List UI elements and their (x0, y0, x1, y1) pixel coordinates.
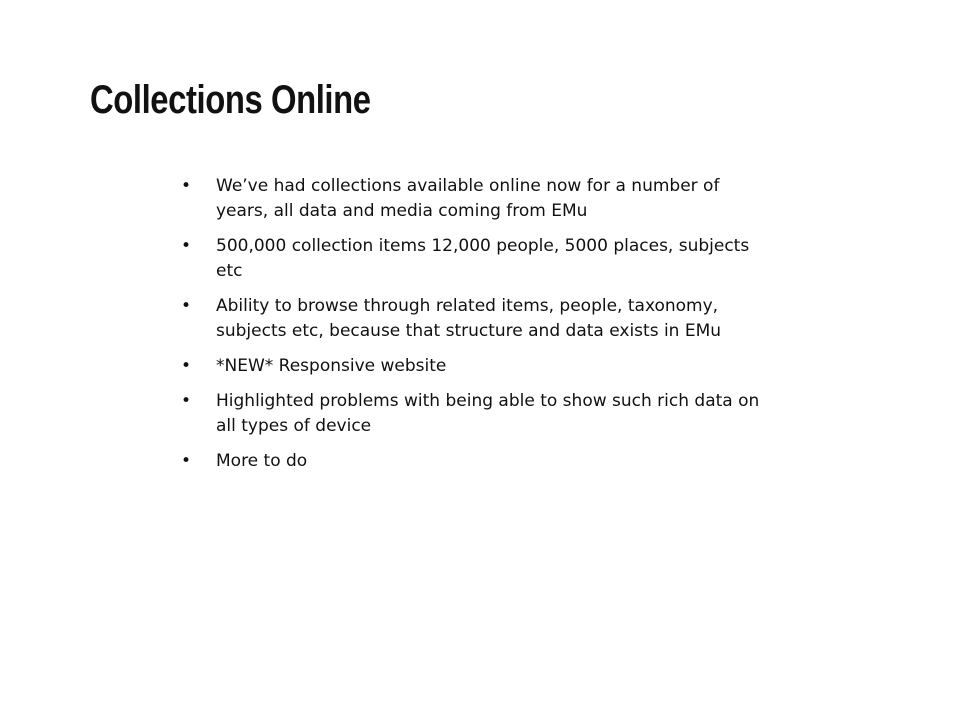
bullet-item (180, 449, 770, 474)
bullet-text: *NEW* Responsive website (216, 356, 447, 376)
bullet-text: We’ve had collections available online now for a number of years, all data and media coming from EMu (216, 176, 720, 221)
bullet-icon: • (180, 236, 192, 256)
bullet-item (180, 174, 770, 224)
bullet-item (180, 294, 770, 344)
bullet-icon: • (180, 296, 192, 316)
bullet-item (180, 234, 770, 284)
bullet-item (180, 389, 770, 439)
bullet-icon: • (180, 356, 192, 376)
bullet-list (180, 174, 770, 484)
bullet-text: 500,000 collection items 12,000 people, 5000 places, subjects etc (216, 236, 750, 281)
slide-title: Collections Online (90, 78, 371, 122)
bullet-icon: • (180, 451, 192, 471)
bullet-icon: • (180, 391, 192, 411)
bullet-text: Highlighted problems with being able to show such rich data on all types of device (216, 391, 760, 436)
bullet-icon: • (180, 176, 192, 196)
bullet-text: Ability to browse through related items, people, taxonomy, subjects etc, because that structure and data exists in EMu (216, 296, 722, 341)
bullet-item (180, 354, 770, 379)
bullet-text: More to do (216, 451, 308, 471)
